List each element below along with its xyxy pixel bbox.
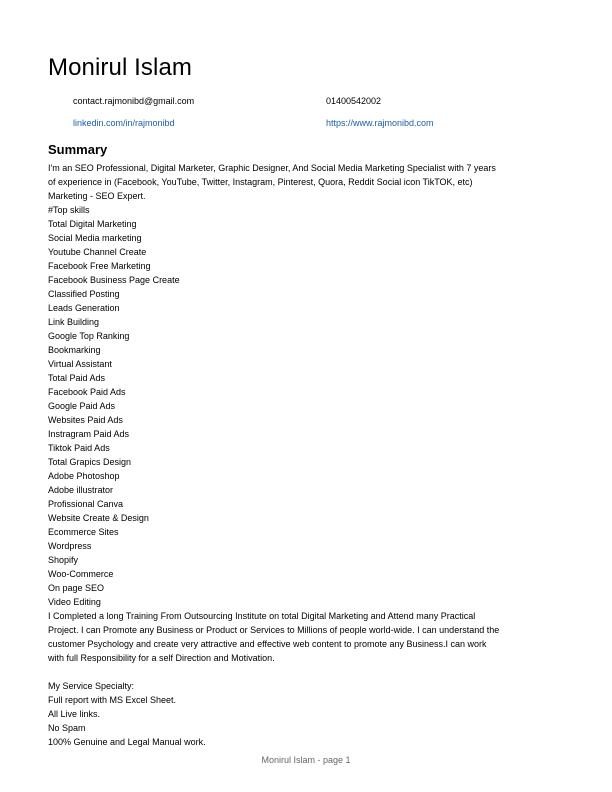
skill-item: Ecommerce Sites — [48, 527, 119, 537]
skill-item: Facebook Business Page Create — [48, 275, 180, 285]
linkedin-link[interactable]: linkedin.com/in/rajmonibd — [73, 118, 175, 128]
skill-item: Websites Paid Ads — [48, 415, 123, 425]
skill-item: Social Media marketing — [48, 233, 142, 243]
specialty-item: My Service Specialty: — [48, 681, 135, 691]
training-line: Project. I can Promote any Business or Product or Services to Millions of people world-wide. I can understand the — [48, 625, 500, 635]
skill-item: Instragram Paid Ads — [48, 429, 130, 439]
training-paragraph — [48, 609, 558, 665]
training-line: customer Psychology and create very attractive and effective web content to promote any Business.I can work — [48, 639, 487, 649]
skill-item: Total Grapics Design — [48, 457, 132, 467]
skill-item: Google Top Ranking — [48, 331, 130, 341]
summary-line: of experience in (Facebook, YouTube, Twitter, Instagram, Pinterest, Quora, Reddit Social icon TikTOK, etc) — [48, 177, 473, 187]
skill-item: Facebook Paid Ads — [48, 387, 126, 397]
training-line: I Completed a long Training From Outsourcing Institute on total Digital Marketing and Attend many Practical — [48, 611, 476, 621]
skill-item: Total Digital Marketing — [48, 219, 137, 229]
skill-item: Tiktok Paid Ads — [48, 443, 110, 453]
training-line: with full Responsibility for a self Direction and Motivation. — [48, 653, 275, 663]
skill-item: Video Editing — [48, 597, 101, 607]
specialty-item: All Live links. — [48, 709, 101, 719]
skill-item: Google Paid Ads — [48, 401, 116, 411]
skill-item: Profissional Canva — [48, 499, 124, 509]
summary-heading: Summary — [48, 142, 108, 157]
skill-item: Adobe illustrator — [48, 485, 114, 495]
skill-item: Woo-Commerce — [48, 569, 114, 579]
summary-line: I'm an SEO Professional, Digital Marketer, Graphic Designer, And Social Media Marketing Specialist with 7 years — [48, 163, 496, 173]
email-text: contact.rajmonibd@gmail.com — [73, 96, 195, 106]
summary-intro — [48, 161, 558, 203]
specialty-item: 100% Genuine and Legal Manual work. — [48, 737, 206, 747]
skill-item: Virtual Assistant — [48, 359, 112, 369]
specialty-item: Full report with MS Excel Sheet. — [48, 695, 177, 705]
skill-item: Link Building — [48, 317, 100, 327]
phone-text: 01400542002 — [326, 96, 382, 106]
skill-item: Adobe Photoshop — [48, 471, 120, 481]
skill-item: Facebook Free Marketing — [48, 261, 151, 271]
candidate-name: Monirul Islam — [48, 54, 192, 81]
skill-item: Total Paid Ads — [48, 373, 106, 383]
summary-body — [48, 161, 558, 749]
summary-line: Marketing - SEO Expert. — [48, 191, 146, 201]
skill-item: Leads Generation — [48, 303, 120, 313]
skill-item: Shopify — [48, 555, 79, 565]
skill-item: Classified Posting — [48, 289, 120, 299]
skill-item: Youtube Channel Create — [48, 247, 147, 257]
website-link[interactable]: https://www.rajmonibd.com — [326, 118, 434, 128]
skills-list — [48, 203, 558, 609]
service-specialty-list — [48, 679, 558, 749]
page-footer: Monirul Islam - page 1 — [261, 755, 351, 765]
skill-item: Bookmarking — [48, 345, 101, 355]
specialty-item: No Spam — [48, 723, 86, 733]
skill-item: #Top skills — [48, 205, 90, 215]
skill-item: Website Create & Design — [48, 513, 149, 523]
skill-item: Wordpress — [48, 541, 92, 551]
blank-line — [48, 665, 558, 679]
skill-item: On page SEO — [48, 583, 105, 593]
